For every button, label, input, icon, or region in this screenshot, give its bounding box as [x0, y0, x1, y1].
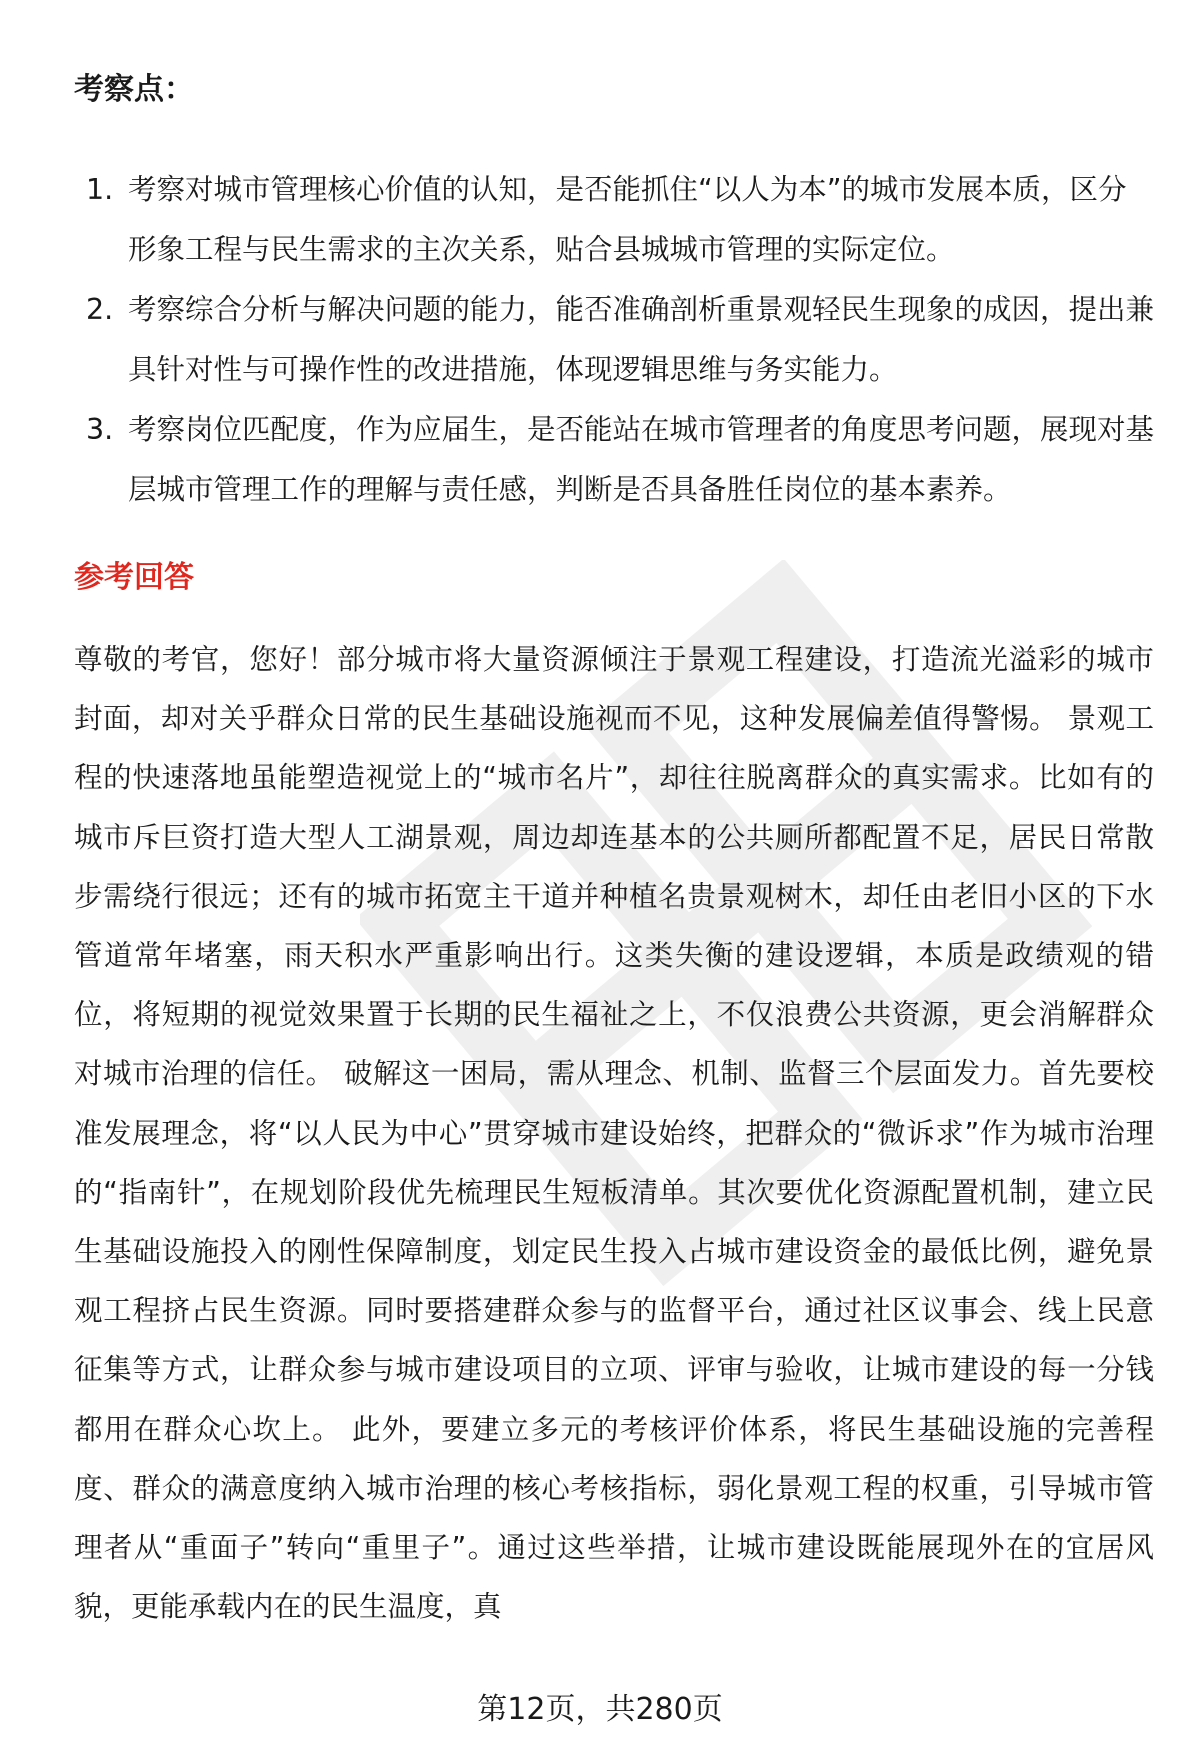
- section-heading-exam-points: 考察点：: [74, 72, 194, 107]
- page-number-footer: 第12页，共280页: [477, 1692, 723, 1727]
- list-item-text: 考察岗位匹配度，作为应届生，是否能站在城市管理者的角度思考问题，展现对基层城市管理工作的理解与责任感，判断是否具备胜任岗位的基本素养。: [128, 413, 1155, 506]
- list-item-text: 考察对城市管理核心价值的认知，是否能抓住“以人为本”的城市发展本质，区分形象工程与民生需求的主次关系，贴合县城城市管理的实际定位。: [128, 173, 1127, 266]
- exam-points-list: [74, 160, 1154, 520]
- list-number: 2.: [86, 293, 114, 326]
- list-number: 3.: [86, 413, 114, 446]
- list-item: [74, 400, 1154, 520]
- list-number: 1.: [86, 173, 114, 206]
- list-item: [74, 160, 1154, 280]
- list-item-text: 考察综合分析与解决问题的能力，能否准确剖析重景观轻民生现象的成因，提出兼具针对性与可操作性的改进措施，体现逻辑思维与务实能力。: [128, 293, 1155, 386]
- section-heading-reference-answer: 参考回答: [74, 560, 194, 595]
- reference-answer-paragraph: 尊敬的考官，您好！部分城市将大量资源倾注于景观工程建设，打造流光溢彩的城市封面，却对关乎群众日常的民生基础设施视而不见，这种发展偏差值得警惕。 景观工程的快速落地虽能塑造视觉上的“城市名片”，却往往脱离群众的真实需求。比如有的城市斥巨资打造大型人工湖景观，周边却连基本的公共厕所都配置不足，居民日常散步需绕行很远；还有的城市拓宽主干道并种植名贵景观树木，却任由老旧小区的下水管道常年堵塞，雨天积水严重影响出行。这类失衡的建设逻辑，本质是政绩观的错位，将短期的视觉效果置于长期的民生福祉之上，不仅浪费公共资源，更会消解群众对城市治理的信任。 破解这一困局，需从理念、机制、监督三个层面发力。首先要校准发展理念，将“以人民为中心”贯穿城市建设始终，把群众的“微诉求”作为城市治理的“指南针”，在规划阶段优先梳理民生短板清单。其次要优化资源配置机制，建立民生基础设施投入的刚性保障制度，划定民生投入占城市建设资金的最低比例，避免景观工程挤占民生资源。同时要搭建群众参与的监督平台，通过社区议事会、线上民意征集等方式，让群众参与城市建设项目的立项、评审与验收，让城市建设的每一分钱都用在群众心坎上。 此外，要建立多元的考核评价体系，将民生基础设施的完善程度、群众的满意度纳入城市治理的核心考核指标，弱化景观工程的权重，引导城市管理者从“重面子”转向“重里子”。通过这些举措，让城市建设既能展现外在的宜居风貌，更能承载内在的民生温度，真: [74, 643, 1154, 1624]
- list-item: [74, 280, 1154, 400]
